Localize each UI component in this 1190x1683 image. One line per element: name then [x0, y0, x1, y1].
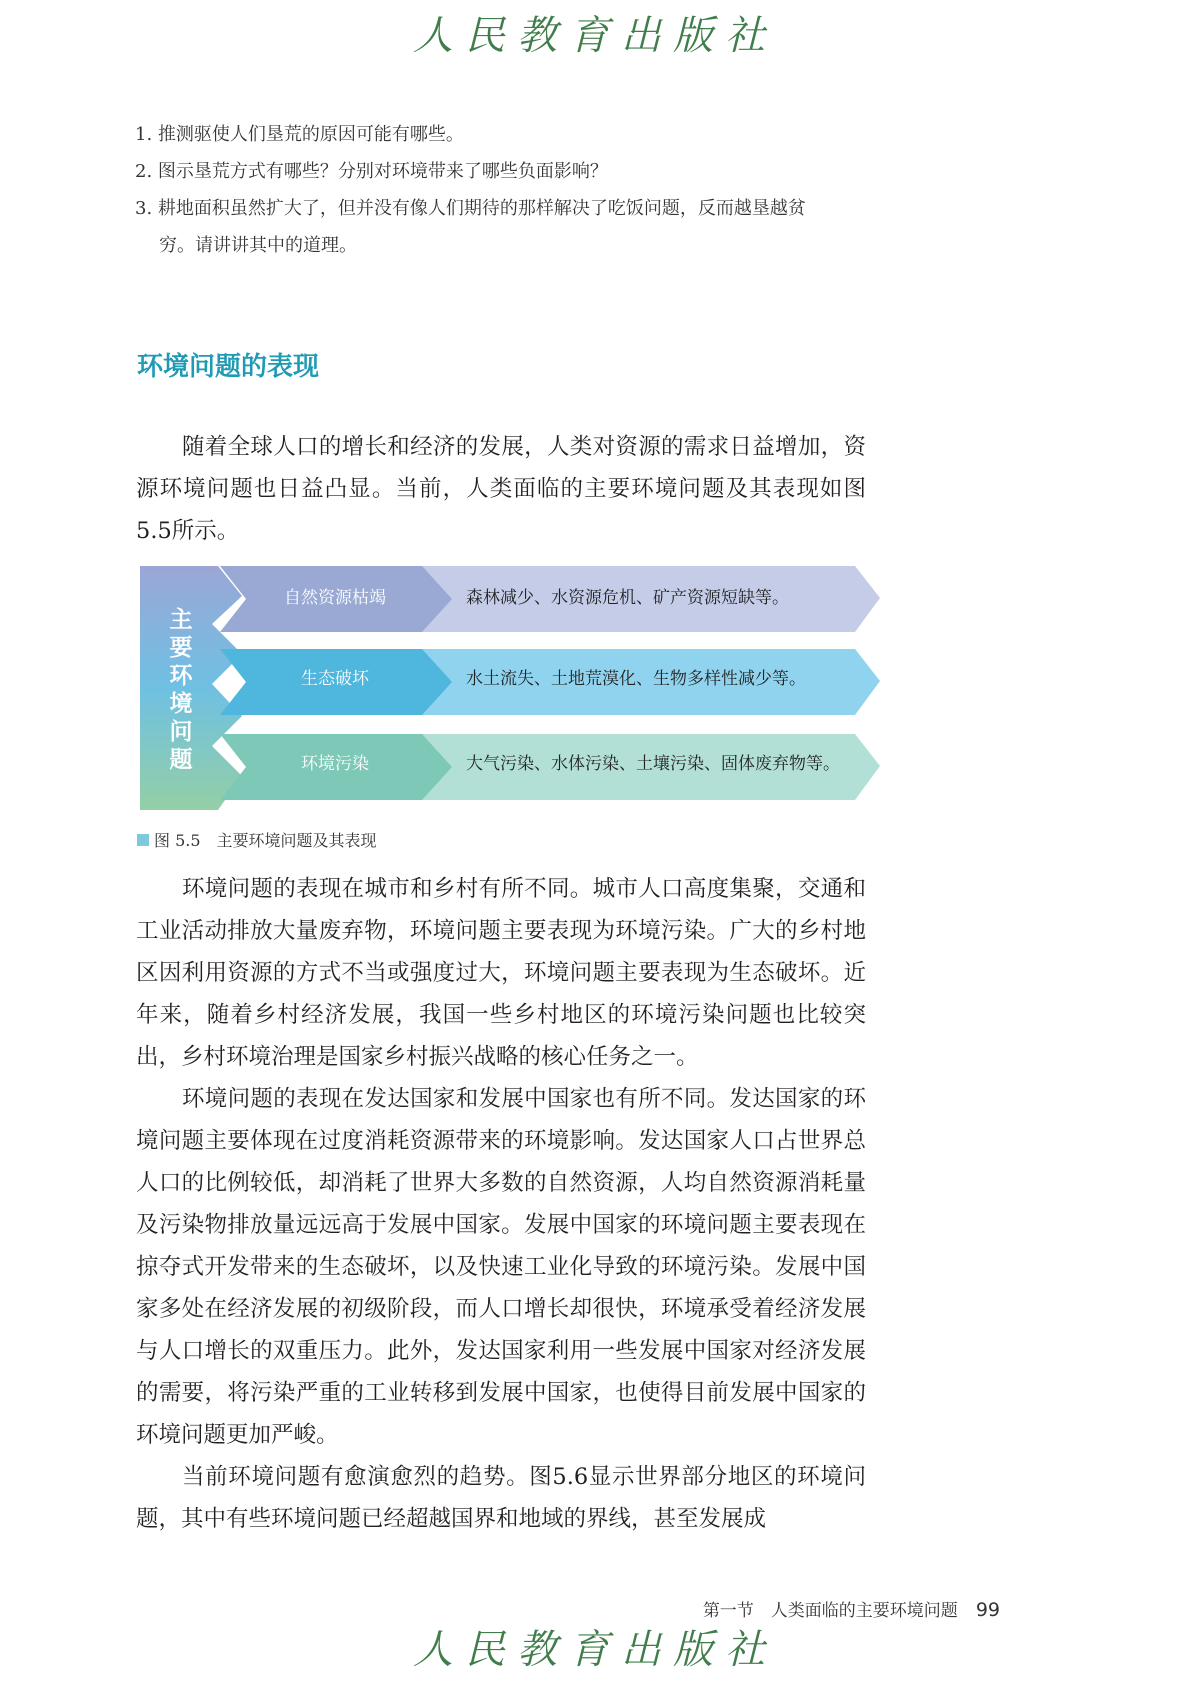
main-label-char: 环 — [169, 663, 193, 689]
body-paragraph: 环境问题的表现在城市和乡村有所不同。城市人口高度集聚，交通和工业活动排放大量废弃物，环境问题主要表现为环境污染。广大的乡村地区因利用资源的方式不当或强度过大，环境问题主要表现为生态破坏。近年来，随着乡村经济发展，我国一些乡村地区的环境污染问题也比较突出，乡村环境治理是国家乡村振兴战略的核心任务之一。 — [136, 876, 866, 1070]
environmental-problems-diagram — [140, 566, 880, 810]
main-label-char: 问 — [169, 719, 193, 745]
detail-pollution: 大气污染、水体污染、土壤污染、固体废弃物等。 — [466, 754, 840, 774]
question-list — [135, 116, 875, 264]
main-label-char: 要 — [169, 635, 193, 661]
question-item: 2. 图示垦荒方式有哪些？分别对环境带来了哪些负面影响？ — [135, 161, 608, 182]
body-paragraph: 环境问题的表现在发达国家和发展中国家也有所不同。发达国家的环境问题主要体现在过度消耗资源带来的环境影响。发达国家人口占世界总人口的比例较低，却消耗了世界大多数的自然资源，人均自然资源消耗量及污染物排放量远远高于发展中国家。发展中国家的环境问题主要表现在掠夺式开发带来的生态破坏，以及快速工业化导致的环境污染。发展中国家多处在经济发展的初级阶段，而人口增长却很快，环境承受着经济发展与人口增长的双重压力。此外，发达国家利用一些发展中国家对经济发展的需要，将污染严重的工业转移到发展中国家，也使得目前发展中国家的环境问题更加严峻。 — [136, 1086, 866, 1448]
body-paragraph: 当前环境问题有愈演愈烈的趋势。图5.6显示世界部分地区的环境问题，其中有些环境问题已经超越国界和地域的界线，甚至发展成 — [136, 1464, 866, 1532]
section-title: 环境问题的表现 — [137, 352, 320, 382]
detail-ecological-damage: 水土流失、土地荒漠化、生物多样性减少等。 — [466, 669, 806, 689]
main-label — [162, 606, 200, 774]
category-resource-depletion: 自然资源枯竭 — [284, 588, 386, 608]
caption-text: 图 5.5 主要环境问题及其表现 — [154, 831, 377, 850]
main-label-char: 主 — [169, 607, 193, 633]
caption-square-icon — [137, 834, 149, 846]
footer-section-title: 第一节 人类面临的主要环境问题 — [702, 1601, 958, 1621]
publisher-logo-header: 人民教育出版社 — [413, 13, 777, 59]
main-label-char: 境 — [169, 691, 193, 717]
question-item: 3. 耕地面积虽然扩大了，但并没有像人们期待的那样解决了吃饭问题，反而越垦越贫 — [135, 198, 806, 219]
category-ecological-damage: 生态破坏 — [301, 669, 369, 689]
figure-caption — [137, 828, 377, 851]
question-item-continuation: 穷。请讲讲其中的道理。 — [159, 235, 357, 256]
page-number: 99 — [975, 1599, 1000, 1621]
detail-resource-depletion: 森林减少、水资源危机、矿产资源短缺等。 — [466, 588, 789, 608]
category-pollution: 环境污染 — [301, 754, 369, 774]
main-label-char: 题 — [169, 747, 193, 773]
publisher-logo-footer: 人民教育出版社 — [413, 1627, 777, 1673]
body-paragraph: 随着全球人口的增长和经济的发展，人类对资源的需求日益增加，资源环境问题也日益凸显。当前，人类面临的主要环境问题及其表现如图5.5所示。 — [136, 434, 866, 544]
question-item: 1. 推测驱使人们垦荒的原因可能有哪些。 — [135, 124, 464, 145]
